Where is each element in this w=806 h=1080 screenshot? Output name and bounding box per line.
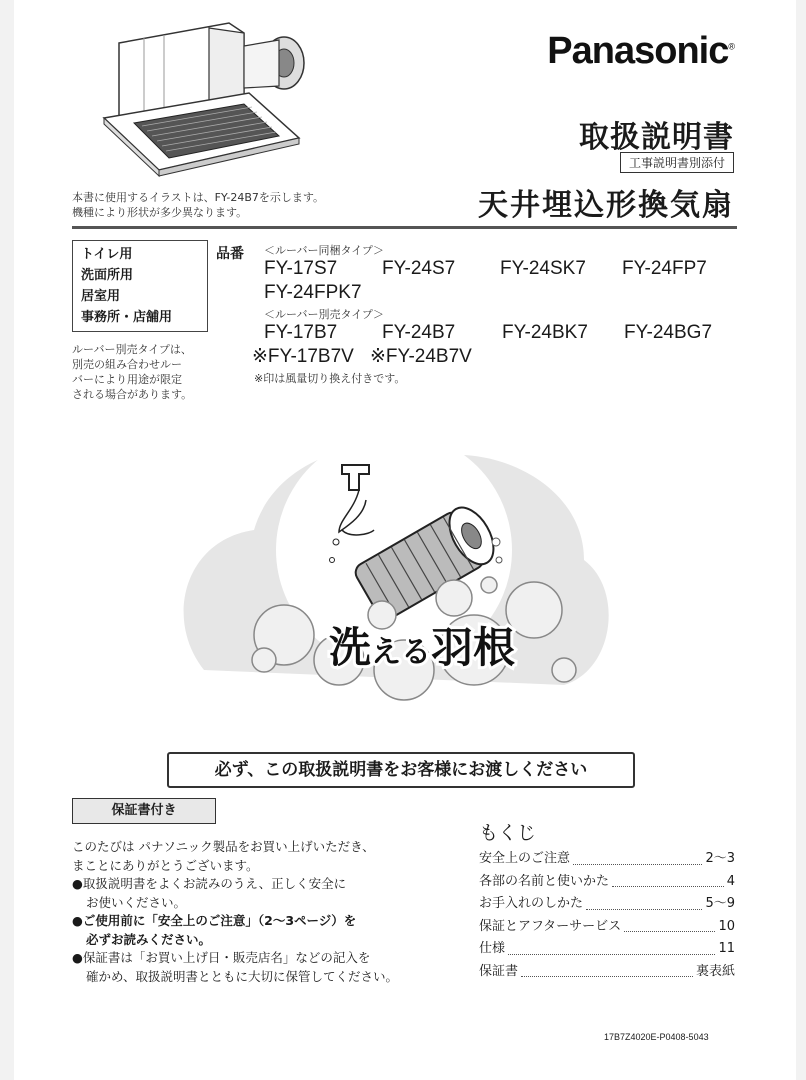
toc-item[interactable]: 安全上のご注意 2〜3 [479,848,735,871]
intro-line: このたびは パナソニック製品をお買い上げいただき、 [72,839,375,854]
intro-line: まことにありがとうございます。 [72,857,259,873]
model-number: FY-17B7 [264,322,338,343]
toc-item[interactable]: 各部の名前と使いかた 4 [479,871,735,894]
louver-included-label: ＜ルーバー同梱タイプ＞ [264,244,384,257]
toc-item[interactable]: 仕様 11 [479,938,735,961]
model-number: FY-24BK7 [502,322,588,343]
model-number: FY-17S7 [264,258,338,279]
table-of-contents [479,848,735,983]
model-number: FY-24BG7 [624,322,713,343]
model-number: FY-24B7 [382,322,456,343]
manual-title: 取扱説明書 [579,120,734,155]
installation-manual-tag: 工事説明書別添付 [620,152,734,173]
model-number: FY-24S7 [382,258,456,279]
intro-bullet: ●ご使用前に「安全上のご注意」（2〜3ページ）を 必ずお読みください。 [72,913,357,947]
model-number: ※FY-24B7V [370,346,472,367]
warranty-included-label: 保証書付き [72,798,216,824]
intro-bullet: ●保証書は「お買い上げ日・販売店名」などの記入を 確かめ、取扱説明書とともに大切に保管してください。 [72,950,399,984]
toc-item[interactable]: 保証書 裏表紙 [479,961,735,984]
model-number: FY-24FP7 [622,258,707,279]
washable-blades-text: 洗える羽根 [329,623,516,672]
washable-fan-graphic [164,420,624,720]
models-footnote: ※印は風量切り換え付きです。 [254,372,406,385]
toc-item[interactable]: お手入れのしかた 5〜9 [479,893,735,916]
usage-item: 居室用 [81,289,121,304]
model-number: FY-24FPK7 [264,282,362,303]
model-number-label: 品番 [216,246,244,262]
usage-item: 事務所・店舗用 [81,310,173,325]
manual-cover [14,0,796,1080]
toc-title: もくじ [479,822,537,844]
handover-notice: 必ず、この取扱説明書をお客様にお渡しください [167,752,635,788]
intro-text [72,838,462,986]
model-number: ※FY-17B7V [252,346,354,367]
panasonic-logo: Panasonic® [547,30,734,72]
toc-item[interactable]: 保証とアフターサービス 10 [479,916,735,939]
illustration-caption: 本書に使用するイラストは、FY-24B7を示します。 機種により形状が多少異なります。 [72,191,325,219]
intro-bullet: ●取扱説明書をよくお読みのうえ、正しく安全に お使いください。 [72,876,347,910]
usage-item: 洗面所用 [81,268,134,283]
usage-box [72,240,208,332]
louver-sold-separately-label: ＜ルーバー別売タイプ＞ [264,308,384,321]
product-title: 天井埋込形換気扇 [478,188,734,223]
ventilation-fan-illustration [84,8,384,193]
model-number: FY-24SK7 [500,258,586,279]
usage-item: トイレ用 [81,247,133,262]
louver-note: ルーバー別売タイプは、 別売の組み合わせルー バーにより用途が限定 される場合があります。 [72,343,193,401]
document-code: 17B7Z4020E-P0408-5043 [604,1032,709,1042]
header-divider [72,226,737,229]
